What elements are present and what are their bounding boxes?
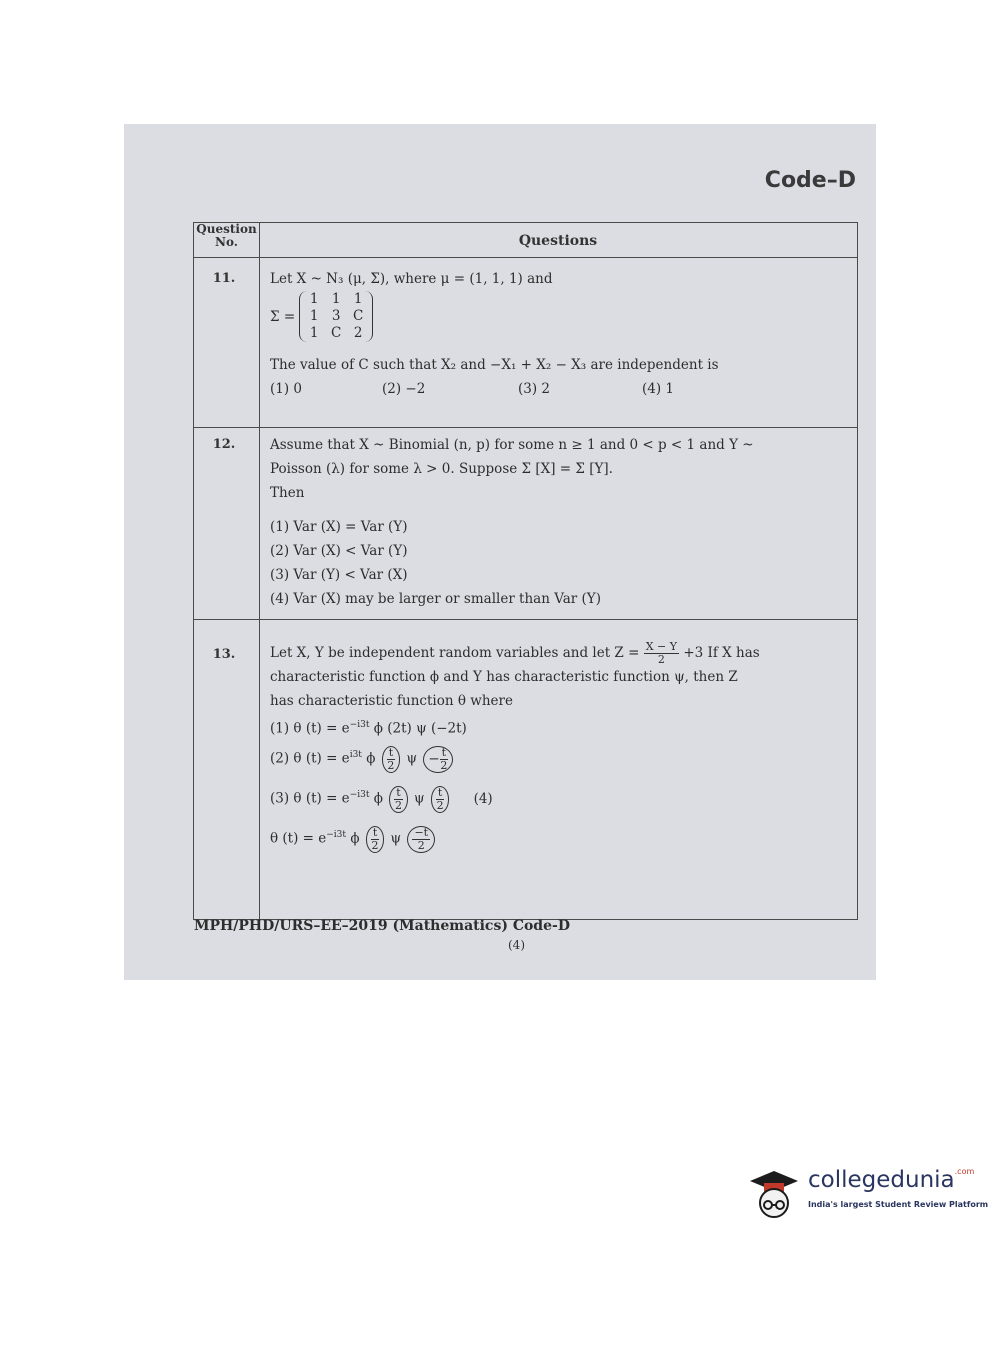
- z-fraction: [644, 641, 679, 666]
- frac-den: 2: [387, 758, 395, 772]
- q11-option-1: (1) 0: [270, 381, 303, 397]
- sigma-label: Σ =: [270, 308, 296, 325]
- paren-fraction: [382, 746, 400, 773]
- exam-page: [124, 124, 876, 980]
- q13-line1-end: +3 If X has: [683, 645, 760, 661]
- question-number-12: 12.: [212, 437, 236, 452]
- question-table: [193, 222, 858, 920]
- q13-opt1-tail: ϕ (2t) ψ (−2t): [369, 720, 467, 737]
- frac-den: 2: [417, 838, 425, 852]
- psi-symbol: ψ: [413, 790, 425, 807]
- code-header: Code–D: [764, 168, 856, 193]
- brand-suffix: .com: [954, 1167, 975, 1176]
- question-13: [270, 641, 849, 863]
- q13-opt3-text: (3) θ (t) = e: [270, 790, 350, 807]
- q13-opt4-label: (4): [473, 790, 493, 807]
- q11-option-4: (4) 1: [642, 381, 675, 397]
- q12-line1: Assume that X ~ Binomial (n, p) for some n ≥ 1 and 0 < p < 1 and Y ~: [270, 437, 754, 453]
- q11-line1: Let X ~ N₃ (μ, Σ), where μ = (1, 1, 1) and: [270, 271, 553, 287]
- q13-option-3: [270, 783, 849, 823]
- q13-line3: has characteristic function θ where: [270, 693, 513, 709]
- q12-line2: Poisson (λ) for some λ > 0. Suppose Σ [X] = Σ [Y].: [270, 461, 613, 477]
- question-12: [270, 433, 849, 611]
- matrix-cell: 1: [309, 325, 319, 341]
- question-number-11: 11.: [212, 271, 236, 286]
- question-11: [270, 267, 849, 401]
- matrix-cell: 3: [331, 308, 341, 324]
- matrix-cell: C: [352, 308, 364, 324]
- q13-opt4-exp: −i3t: [326, 830, 347, 840]
- matrix-cell: 2: [353, 325, 363, 341]
- q13-opt4-text: θ (t) = e: [270, 830, 327, 847]
- column-divider: [259, 223, 260, 919]
- q13-opt1-exp: −i3t: [349, 720, 370, 730]
- q11-line2: The value of C such that X₂ and −X₁ + X₂ − X₃ are independent is: [270, 357, 719, 373]
- q13-line1-start: Let X, Y be independent random variables and let Z =: [270, 645, 640, 661]
- matrix-cell: 1: [331, 291, 341, 307]
- phi-symbol: ϕ: [366, 750, 376, 767]
- q13-option-4: [270, 823, 849, 863]
- brand-text: collegedunia: [808, 1167, 955, 1193]
- q11-options: [270, 377, 849, 401]
- q12-line3: Then: [270, 485, 305, 501]
- frac-num: t: [388, 745, 394, 759]
- q11-option-3: (3) 2: [518, 381, 551, 397]
- paren-fraction: [366, 826, 384, 853]
- paren-fraction: [431, 786, 449, 813]
- psi-symbol: ψ: [406, 750, 418, 767]
- page-number: (4): [508, 938, 525, 952]
- column-header-questions: Questions: [518, 233, 598, 249]
- frac-num: t: [441, 745, 447, 759]
- question-number-13: 13.: [212, 647, 236, 662]
- matrix-cell: 1: [353, 291, 363, 307]
- frac-num: −t: [414, 825, 429, 839]
- header-divider: [194, 257, 857, 258]
- frac-num: t: [396, 785, 401, 799]
- q13-opt2-text: (2) θ (t) = e: [270, 750, 350, 767]
- q13-option-2: [270, 743, 849, 783]
- frac-den: 2: [371, 838, 379, 852]
- q13-option-1: [270, 713, 849, 743]
- q13-opt3-exp: −i3t: [349, 790, 370, 800]
- q13-opt1-text: (1) θ (t) = e: [270, 720, 350, 737]
- matrix-cell: 1: [309, 291, 319, 307]
- psi-symbol: ψ: [390, 830, 402, 847]
- z-numerator: X − Y: [645, 640, 678, 653]
- column-header-number: Question No.: [196, 222, 257, 249]
- matrix-cell: C: [330, 325, 342, 341]
- z-denominator: 2: [657, 653, 665, 666]
- brand-name: [808, 1167, 974, 1193]
- q13-line1: [270, 641, 849, 665]
- q12-option-4: (4) Var (X) may be larger or smaller than Var (Y): [270, 591, 601, 607]
- q12-option-3: (3) Var (Y) < Var (X): [270, 567, 408, 583]
- frac-num: t: [372, 825, 378, 839]
- q11-option-2: (2) −2: [382, 381, 426, 397]
- brand-tagline: India's largest Student Review Platform: [808, 1200, 989, 1209]
- phi-symbol: ϕ: [350, 830, 360, 847]
- q13-opt2-exp: i3t: [349, 750, 362, 760]
- paren-fraction: [407, 826, 435, 853]
- page-footer: MPH/PHD/URS–EE–2019 (Mathematics) Code-D: [194, 918, 570, 934]
- frac-den: 2: [394, 798, 402, 812]
- q11-sigma: [270, 291, 849, 353]
- graduate-logo-icon: [744, 1167, 804, 1227]
- matrix-grid: [299, 291, 373, 342]
- q13-line2: characteristic function ϕ and Y has characteristic function ψ, then Z: [270, 669, 738, 685]
- q12-option-1: (1) Var (X) = Var (Y): [270, 519, 408, 535]
- row-divider-11: [194, 427, 857, 428]
- matrix-cell: 1: [309, 308, 319, 324]
- q12-option-2: (2) Var (X) < Var (Y): [270, 543, 408, 559]
- frac-den: 2: [436, 798, 444, 812]
- frac-den: 2: [440, 758, 448, 772]
- sigma-matrix: [270, 291, 373, 342]
- phi-symbol: ϕ: [373, 790, 383, 807]
- row-divider-12: [194, 619, 857, 620]
- paren-fraction: [389, 786, 407, 813]
- paren-fraction: − $\frac{t}{2}$: [423, 746, 453, 773]
- frac-num: t: [437, 785, 443, 799]
